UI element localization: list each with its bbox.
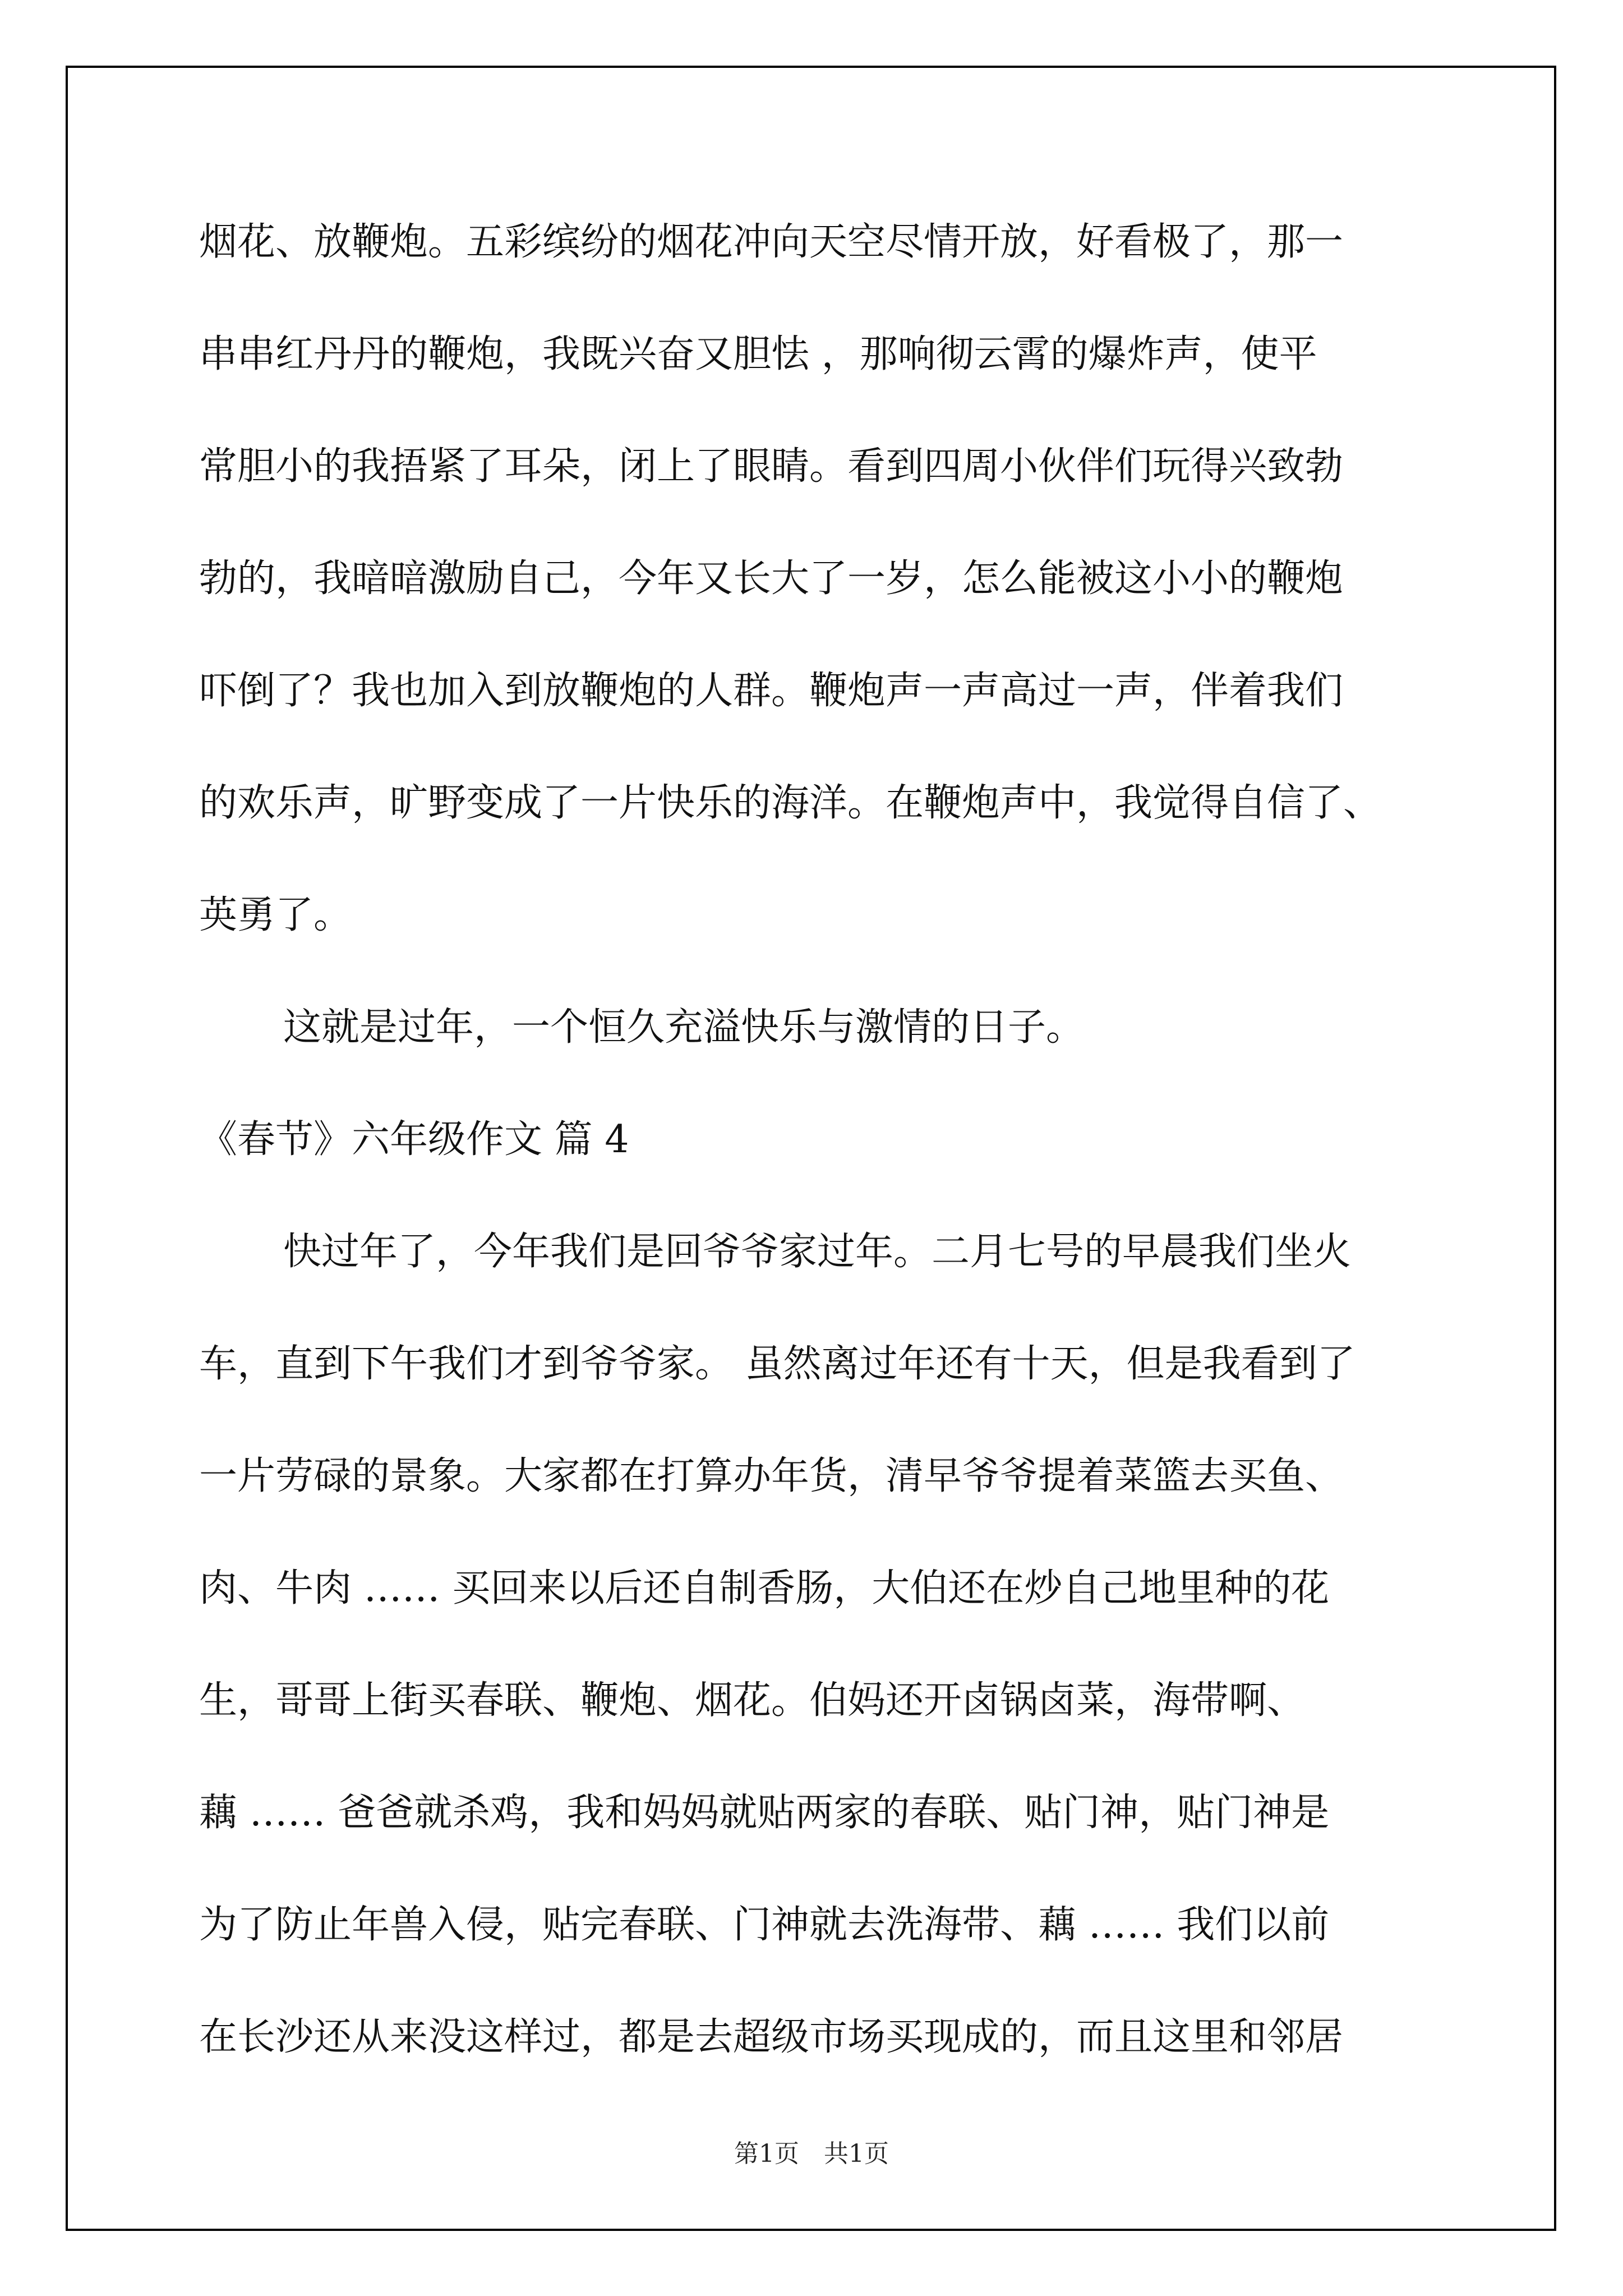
text-line: 为了防止年兽入侵，贴完春联、门神就去洗海带、藕 …… 我们以前 — [199, 1903, 1330, 1947]
text-line: 在长沙还从来没这样过，都是去超级市场买现成的，而且这里和邻居 — [199, 2015, 1344, 2059]
section-heading: 《春节》六年级作文 篇 4 — [199, 1117, 629, 1162]
paragraph-line: 快过年了，今年我们是回爷爷家过年。二月七号的早晨我们坐火 — [283, 1230, 1352, 1274]
page-footer: 第1页 共1页 — [734, 2139, 889, 2168]
text-line: 肉、牛肉 …… 买回来以后还自制香肠，大伯还在炒自己地里种的花 — [199, 1566, 1330, 1611]
text-line: 生，哥哥上街买春联、鞭炮、烟花。伯妈还开卤锅卤菜，海带啊、 — [199, 1678, 1306, 1723]
text-line: 英勇了。 — [199, 893, 352, 937]
text-line: 藕 …… 爸爸就杀鸡，我和妈妈就贴两家的春联、贴门神，贴门神是 — [199, 1791, 1330, 1835]
paragraph-line: 这就是过年，一个恒久充溢快乐与激情的日子。 — [283, 1005, 1085, 1050]
text-line: 车，直到下午我们才到爷爷家。 虽然离过年还有十天，但是我看到了 — [199, 1342, 1355, 1386]
text-line: 的欢乐声，旷野变成了一片快乐的海洋。在鞭炮声中，我觉得自信了、 — [199, 781, 1382, 825]
text-line: 勃的，我暗暗激励自己，今年又长大了一岁，怎么能被这小小的鞭炮 — [199, 556, 1344, 601]
document-body — [199, 213, 1433, 2120]
text-line: 串串红丹丹的鞭炮，我既兴奋又胆怯 ，那响彻云霄的爆炸声，使平 — [199, 332, 1317, 376]
text-line: 烟花、放鞭炮。五彩缤纷的烟花冲向天空尽情开放，好看极了，那一 — [199, 220, 1344, 264]
text-line: 常胆小的我捂紧了耳朵，闭上了眼睛。看到四周小伙伴们玩得兴致勃 — [199, 444, 1344, 489]
text-line: 一片劳碌的景象。大家都在打算办年货，清早爷爷提着菜篮去买鱼、 — [199, 1454, 1344, 1498]
text-line: 吓倒了？我也加入到放鞭炮的人群。鞭炮声一声高过一声，伴着我们 — [199, 669, 1344, 713]
